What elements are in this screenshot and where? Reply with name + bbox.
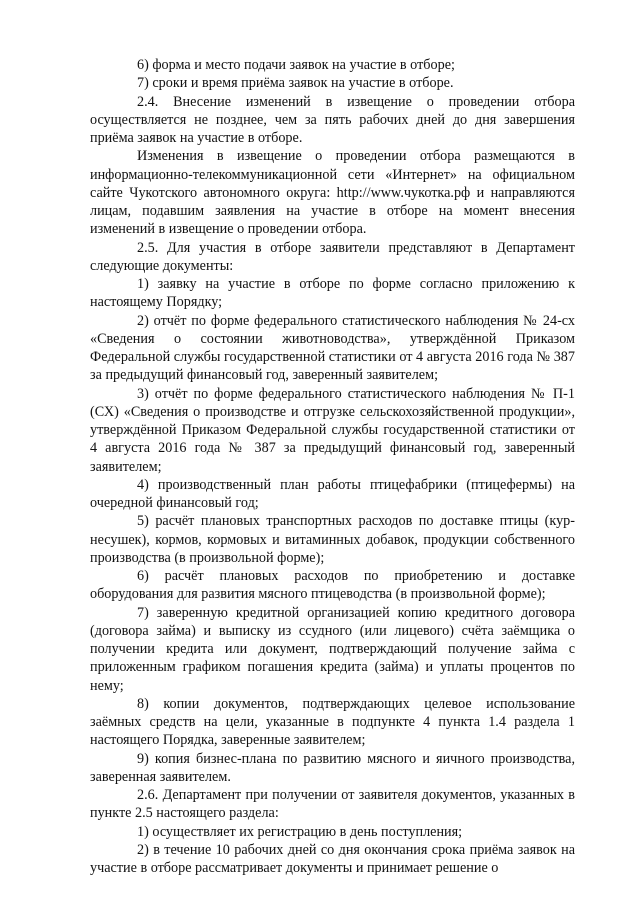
- document-page: [90, 56, 575, 877]
- list-item-5: 5) расчёт плановых транспортных расходов по доставке птицы (кур-несушек), кормов, кормовых и витаминных добавок, продукции собственного производства (в произвольной форме);: [90, 513, 575, 566]
- list-item-3: 3) отчёт по форме федерального статистического наблюдения № П-1 (СХ) «Сведения о производстве и отгрузке сельскохозяйственной продукции», утверждённой Приказом Федеральной службы государственной статистики от 4 августа 2016 года № 387 за предыдущий финансовый год, заверенный заявителем;: [90, 385, 575, 475]
- list-item-7: 7) заверенную кредитной организацией копию кредитного договора (договора займа) и выписку из ссудного (или лицевого) счёта заёмщика о получении кредита или документ, подтверждающий получение займа с приложенным графиком погашения кредита (займа) и уплаты процентов по нему;: [90, 604, 575, 694]
- list-item-2: 2) отчёт по форме федерального статистического наблюдения № 24-сх «Сведения о состоянии животноводства», утверждённой Приказом Федеральной службы государственной статистики от 4 августа 2016 года № 387 за предыдущий финансовый год, заверенный заявителем;: [90, 312, 575, 384]
- list-item-2-6-2: 2) в течение 10 рабочих дней со дня окончания срока приёма заявок на участие в отборе рассматривает документы и принимает решение о: [90, 841, 575, 876]
- list-item-1: 1) заявку на участие в отборе по форме согласно приложению к настоящему Порядку;: [90, 276, 575, 311]
- list-item-8: 8) копии документов, подтверждающих целевое использование заёмных средств на цели, указанные в подпункте 4 пункта 1.4 раздела 1 настоящего Порядка, заверенные заявителем;: [90, 695, 575, 749]
- paragraph-2-5: 2.5. Для участия в отборе заявители представляют в Департамент следующие документы:: [90, 239, 575, 274]
- list-item-9: 9) копия бизнес-плана по развитию мясного и яичного производства, заверенная заявителем.: [90, 750, 575, 785]
- list-item-2-6-1: 1) осуществляет их регистрацию в день поступления;: [137, 823, 463, 840]
- list-item-4: 4) производственный план работы птицефабрики (птицефермы) на очередной финансовый год;: [90, 476, 575, 511]
- list-item-6: 6) расчёт плановых расходов по приобретению и доставке оборудования для развития мясного птицеводства (в произвольной форме);: [90, 568, 575, 603]
- paragraph-2-6: 2.6. Департамент при получении от заявителя документов, указанных в пункте 2.5 настоящего раздела:: [90, 787, 575, 822]
- paragraph-changes-publication: Изменения в извещение о проведении отбора размещаются в информационно-телекоммуникационной сети «Интернет» на официальном сайте Чукотского автономного округа: http://www.чукотка.рф и направляются лицам, подавшим заявления на участие в отборе на момент внесения изменений в извещение о проведении отбора.: [90, 148, 575, 238]
- paragraph-item-6: 6) форма и место подачи заявок на участие в отборе;: [137, 57, 455, 73]
- paragraph-item-7: 7) сроки и время приёма заявок на участие в отборе.: [137, 75, 454, 92]
- paragraph-2-4: 2.4. Внесение изменений в извещение о проведении отбора осуществляется не позднее, чем за пять рабочих дней до дня завершения приёма заявок на участие в отборе.: [90, 93, 575, 146]
